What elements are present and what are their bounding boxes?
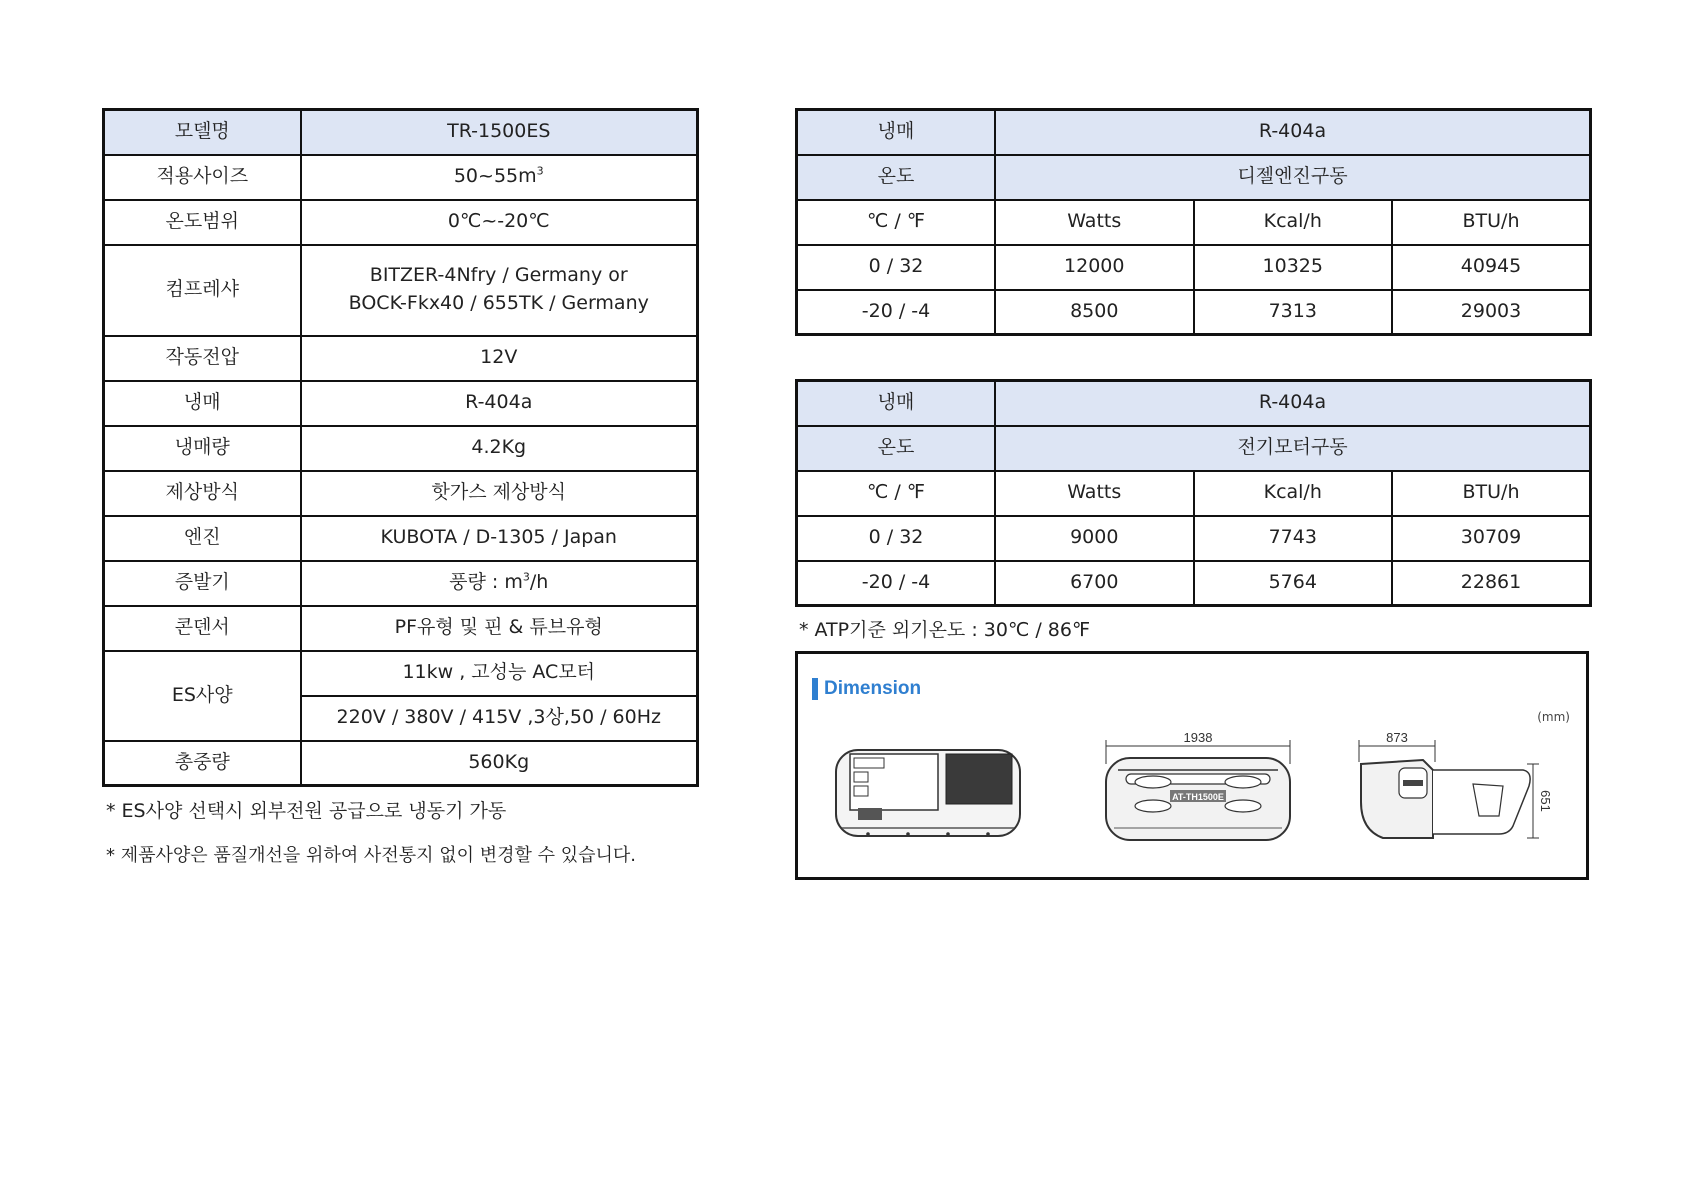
dimension-title-text: Dimension bbox=[824, 678, 922, 699]
table-cell: -20 / -4 bbox=[797, 290, 996, 335]
spec-value: 0℃~-20℃ bbox=[301, 200, 698, 245]
electric-refrigerant-label: 냉매 bbox=[797, 381, 996, 426]
table-cell: 0 / 32 bbox=[797, 516, 996, 561]
table-row bbox=[797, 561, 1591, 606]
column-header: BTU/h bbox=[1392, 471, 1591, 516]
size-sup: 3 bbox=[536, 164, 544, 178]
spec-value: 560Kg bbox=[301, 741, 698, 786]
electric-mode-row bbox=[797, 426, 1591, 471]
depth-label: 873 bbox=[1386, 730, 1408, 745]
spec-value: 11kw , 고성능 AC모터 bbox=[301, 651, 698, 696]
spec-value: TR-1500ES bbox=[301, 110, 698, 155]
spec-row-size bbox=[104, 155, 698, 200]
spec-row-condenser bbox=[104, 606, 698, 651]
spec-value: 220V / 380V / 415V ,3상,50 / 60Hz bbox=[301, 696, 698, 741]
table-cell: 6700 bbox=[995, 561, 1194, 606]
spec-value bbox=[301, 155, 698, 200]
evaporator-value: 풍량 : m bbox=[449, 571, 523, 594]
spec-row-refrigerant bbox=[104, 381, 698, 426]
table-cell: 7743 bbox=[1194, 516, 1393, 561]
spec-label: 적용사이즈 bbox=[104, 155, 301, 200]
front-model-label: AT-TH1500E bbox=[1172, 792, 1224, 802]
spec-row-weight bbox=[104, 741, 698, 786]
electric-refrigerant-row bbox=[797, 381, 1591, 426]
evaporator-sup: 3 bbox=[522, 570, 530, 584]
diesel-refrigerant-row bbox=[797, 110, 1591, 155]
spec-label: 콘덴서 bbox=[104, 606, 301, 651]
column-header: ℃ / ℉ bbox=[797, 471, 996, 516]
spec-label: 증발기 bbox=[104, 561, 301, 606]
diesel-refrigerant-label: 냉매 bbox=[797, 110, 996, 155]
column-header: ℃ / ℉ bbox=[797, 200, 996, 245]
table-cell: 7313 bbox=[1194, 290, 1393, 335]
table-row bbox=[797, 516, 1591, 561]
table-cell: 5764 bbox=[1194, 561, 1393, 606]
spec-label: 냉매 bbox=[104, 381, 301, 426]
side-view-drawing bbox=[1353, 730, 1553, 850]
dimension-title bbox=[812, 678, 921, 700]
spec-row-refrigerant-qty bbox=[104, 426, 698, 471]
table-cell: 40945 bbox=[1392, 245, 1591, 290]
compressor-line-2: BOCK-Fkx40 / 655TK / Germany bbox=[348, 292, 649, 314]
table-cell: -20 / -4 bbox=[797, 561, 996, 606]
table-row bbox=[797, 245, 1591, 290]
title-bar-icon bbox=[812, 678, 818, 700]
column-header: Kcal/h bbox=[1194, 471, 1393, 516]
spec-row-defrost bbox=[104, 471, 698, 516]
spec-value: 12V bbox=[301, 336, 698, 381]
table-cell: 12000 bbox=[995, 245, 1194, 290]
spec-label: 모델명 bbox=[104, 110, 301, 155]
spec-label: ES사양 bbox=[104, 651, 301, 741]
diesel-header-row bbox=[797, 200, 1591, 245]
table-cell: 30709 bbox=[1392, 516, 1591, 561]
evaporator-unit: /h bbox=[529, 571, 549, 594]
dimension-panel bbox=[795, 651, 1589, 880]
table-cell: 10325 bbox=[1194, 245, 1393, 290]
table-cell: 8500 bbox=[995, 290, 1194, 335]
spec-label: 냉매량 bbox=[104, 426, 301, 471]
column-header: Watts bbox=[995, 200, 1194, 245]
table-cell: 22861 bbox=[1392, 561, 1591, 606]
electric-temp-label: 온도 bbox=[797, 426, 996, 471]
spec-row-temp-range bbox=[104, 200, 698, 245]
spec-label: 제상방식 bbox=[104, 471, 301, 516]
table-cell: 9000 bbox=[995, 516, 1194, 561]
spec-row-voltage bbox=[104, 336, 698, 381]
column-header: Kcal/h bbox=[1194, 200, 1393, 245]
height-label: 651 bbox=[1538, 790, 1553, 812]
spec-value: PF유형 및 핀 & 튜브유형 bbox=[301, 606, 698, 651]
spec-value: 4.2Kg bbox=[301, 426, 698, 471]
diesel-temp-label: 온도 bbox=[797, 155, 996, 200]
electric-header-row bbox=[797, 471, 1591, 516]
spec-label: 온도범위 bbox=[104, 200, 301, 245]
note-es: * ES사양 선택시 외부전원 공급으로 냉동기 가동 bbox=[106, 800, 507, 822]
spec-row-es-1 bbox=[104, 651, 698, 696]
electric-mode: 전기모터구동 bbox=[995, 426, 1591, 471]
spec-label: 작동전압 bbox=[104, 336, 301, 381]
table-cell: 0 / 32 bbox=[797, 245, 996, 290]
spec-row-evaporator bbox=[104, 561, 698, 606]
diesel-capacity-table bbox=[795, 108, 1592, 336]
diesel-mode-row bbox=[797, 155, 1591, 200]
spec-label: 엔진 bbox=[104, 516, 301, 561]
note-notice: * 제품사양은 품질개선을 위하여 사전통지 없이 변경할 수 있습니다. bbox=[106, 845, 636, 866]
table-row bbox=[797, 290, 1591, 335]
dimension-unit: (mm) bbox=[1537, 710, 1570, 724]
spec-value bbox=[301, 561, 698, 606]
electric-refrigerant-value: R-404a bbox=[995, 381, 1591, 426]
compressor-line-1: BITZER-4Nfry / Germany or bbox=[369, 264, 628, 287]
diesel-refrigerant-value: R-404a bbox=[995, 110, 1591, 155]
electric-capacity-table bbox=[795, 379, 1592, 607]
spec-label: 컴프레샤 bbox=[104, 245, 301, 336]
spec-table bbox=[102, 108, 699, 787]
spec-label: 총중량 bbox=[104, 741, 301, 786]
spec-value: 핫가스 제상방식 bbox=[301, 471, 698, 516]
spec-row-model bbox=[104, 110, 698, 155]
front-view-drawing bbox=[1098, 730, 1298, 850]
size-value: 50~55m bbox=[453, 165, 537, 188]
spec-value bbox=[301, 245, 698, 336]
table-cell: 29003 bbox=[1392, 290, 1591, 335]
spec-value: KUBOTA / D-1305 / Japan bbox=[301, 516, 698, 561]
diesel-mode: 디젤엔진구동 bbox=[995, 155, 1591, 200]
note-atp: * ATP기준 외기온도 : 30℃ / 86℉ bbox=[799, 619, 1091, 641]
spec-row-engine bbox=[104, 516, 698, 561]
spec-value: R-404a bbox=[301, 381, 698, 426]
spec-row-compressor bbox=[104, 245, 698, 336]
width-label: 1938 bbox=[1183, 730, 1213, 745]
top-view-drawing bbox=[828, 744, 1028, 844]
column-header: BTU/h bbox=[1392, 200, 1591, 245]
column-header: Watts bbox=[995, 471, 1194, 516]
